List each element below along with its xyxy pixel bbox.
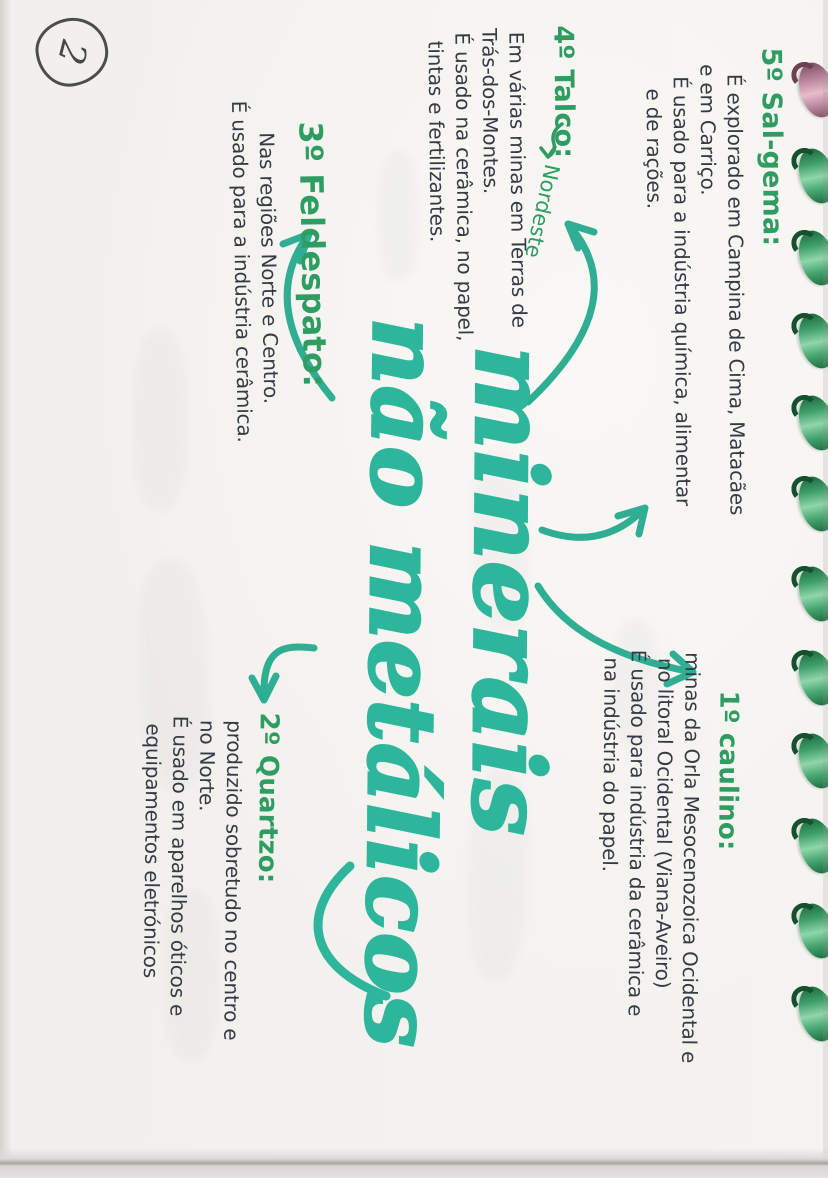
- central-title-line2: não metálicos: [344, 317, 460, 1049]
- paper-edge-shadow: [823, 0, 828, 1178]
- note-line: no litoral Ocidental (Viana-Aveiro): [650, 657, 678, 989]
- note-line: no Norte.: [194, 719, 220, 812]
- note-block-sal-gema: [639, 47, 789, 515]
- note-line: tintas e fertilizantes.: [423, 40, 450, 243]
- note-line: minas da Orla Mesocenozoica Ocidental e: [677, 652, 705, 1064]
- note-block-feldespato: [225, 99, 335, 443]
- note-line: na indústria do papel.: [597, 657, 624, 872]
- note-block-talco: [421, 25, 581, 341]
- nordeste-annotation: Nordeste: [520, 162, 565, 261]
- central-title-line1: minerais: [449, 345, 568, 837]
- note-line: e de rações.: [641, 88, 667, 209]
- note-line: É usado para a indústria cerâmica.: [227, 100, 257, 443]
- note-line: Em várias minas em Terras de: [504, 31, 532, 328]
- paper-edge-shadow: [0, 0, 12, 1178]
- block-title-sal-gema: 5º Sal-gema:: [755, 47, 788, 247]
- arrow-to-quartzo: [252, 647, 314, 700]
- note-line: É usado para indústria da cerâmica e: [623, 649, 651, 1017]
- note-line: produzido sobretudo no centro e: [219, 720, 247, 1041]
- block-title-quartzo: 2º Quartzo:: [251, 712, 284, 884]
- note-line: É explorado em Campina de Cima, Matacães: [722, 73, 750, 516]
- notebook-stack-edge: [0, 1148, 828, 1178]
- note-line: É usado para a indústria química, alimentar: [668, 76, 696, 507]
- note-line: Trás-dos-Montes.: [477, 27, 504, 195]
- block-title-talco: 4º Talco:: [547, 25, 580, 159]
- page-number: 2: [49, 35, 95, 69]
- page-number-circle: [31, 12, 114, 91]
- block-title-feldespato: 3º Feldespato:: [291, 121, 335, 388]
- note-line: Nas regiões Norte e Centro.: [254, 132, 284, 405]
- note-line: equipamentos eletrónicos: [138, 723, 166, 979]
- bleed-through-smudge: [378, 150, 418, 280]
- note-line: É usado na cerâmica, no papel,: [450, 32, 478, 342]
- note-block-quartzo: [136, 711, 283, 1041]
- block-title-caulino: 1º caulino:: [712, 690, 744, 851]
- note-line: e em Carriço.: [695, 63, 721, 196]
- bleed-through-smudge: [133, 330, 188, 510]
- note-line: É usado em aparelhos óticos e: [165, 715, 193, 1017]
- note-block-caulino: [594, 651, 744, 1063]
